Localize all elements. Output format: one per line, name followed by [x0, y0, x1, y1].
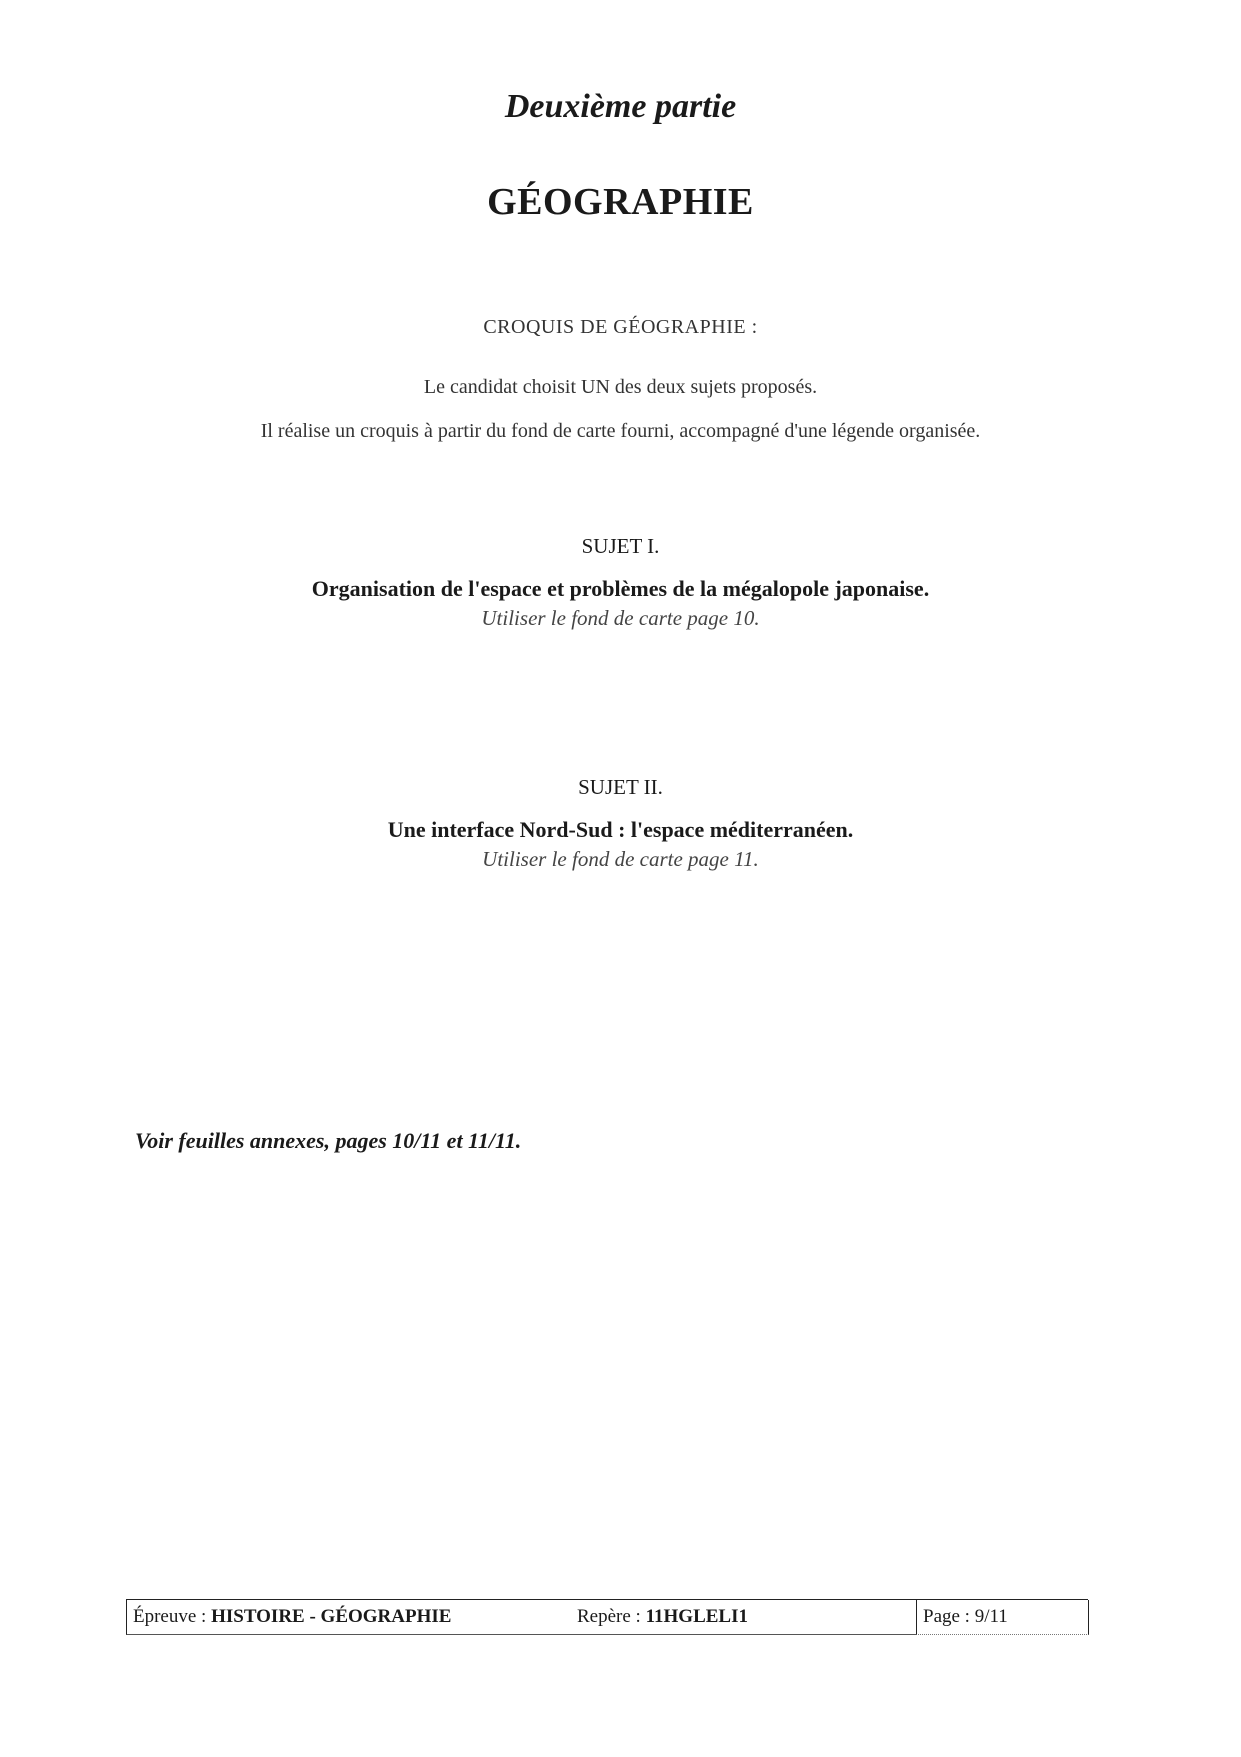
- subject-label: SUJET II.: [578, 775, 663, 799]
- subject-note: Utiliser le fond de carte page 10.: [481, 606, 760, 630]
- footer-repere-value: 11HGLELI1: [645, 1606, 748, 1627]
- section-heading: CROQUIS DE GÉOGRAPHIE :: [483, 316, 758, 338]
- subject-title: Une interface Nord-Sud : l'espace méditerranéen.: [387, 817, 854, 842]
- page-title: GÉOGRAPHIE: [487, 181, 754, 223]
- footer-epreuve-label: Épreuve :: [133, 1606, 212, 1627]
- annex-note: Voir feuilles annexes, pages 10/11 et 11/11.: [135, 1128, 522, 1153]
- page-footer: [126, 1599, 1088, 1634]
- subject-label: SUJET I.: [581, 534, 660, 558]
- footer-page: [916, 1600, 1089, 1635]
- footer-page-number: Page : 9/11: [923, 1606, 1008, 1627]
- footer-exam-info: [126, 1600, 917, 1635]
- footer-repere: [577, 1600, 748, 1634]
- subject-title: Organisation de l'espace et problèmes de la mégalopole japonaise.: [311, 576, 930, 601]
- instruction-line: Le candidat choisit UN des deux sujets proposés.: [423, 376, 818, 398]
- part-title: Deuxième partie: [504, 88, 737, 125]
- instruction-line: Il réalise un croquis à partir du fond de carte fourni, accompagné d'une légende organisée.: [260, 420, 981, 442]
- subject-note: Utiliser le fond de carte page 11.: [482, 847, 759, 871]
- footer-epreuve-value: HISTOIRE - GÉOGRAPHIE: [211, 1606, 452, 1627]
- footer-repere-label: Repère :: [577, 1606, 646, 1627]
